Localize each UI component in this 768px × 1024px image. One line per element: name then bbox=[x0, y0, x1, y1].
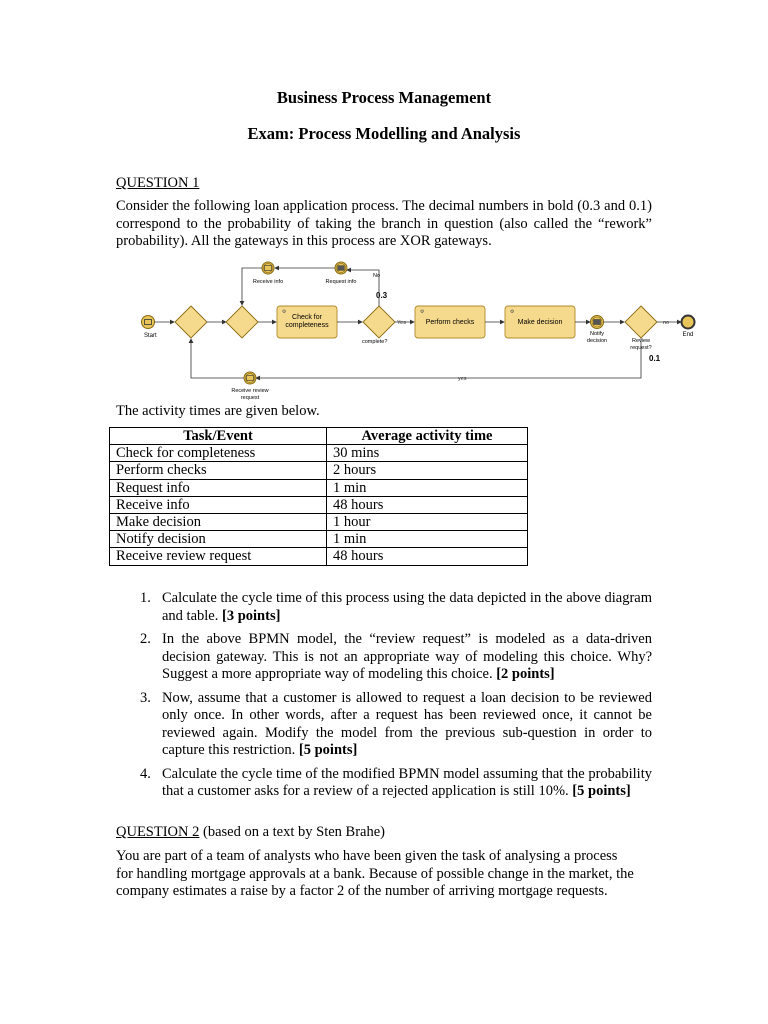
question-1-label: QUESTION 1 bbox=[116, 175, 200, 191]
list-item bbox=[116, 766, 652, 801]
table-row bbox=[110, 496, 528, 513]
bpmn-diagram bbox=[136, 256, 696, 404]
table-cell-task: Receive review request bbox=[110, 548, 327, 565]
table-header-time: Average activity time bbox=[327, 428, 528, 445]
end-event bbox=[682, 316, 695, 339]
table-cell-time: 48 hours bbox=[327, 496, 528, 513]
task-icon: ⚙ bbox=[510, 309, 515, 315]
table-cell-time: 30 mins bbox=[327, 445, 528, 462]
task-icon: ⚙ bbox=[282, 309, 287, 315]
receive-review-label-line-2: request bbox=[240, 395, 260, 401]
subquestion-number: 4. bbox=[140, 765, 151, 782]
table-cell-task: Check for completeness bbox=[110, 445, 327, 462]
table-row bbox=[110, 445, 528, 462]
receive-review-flow bbox=[191, 339, 244, 378]
table-header-row bbox=[110, 428, 528, 445]
subquestion-number: 3. bbox=[140, 689, 151, 706]
question-2-source: (based on a text by Sten Brahe) bbox=[199, 824, 386, 840]
document-subtitle: Exam: Process Modelling and Analysis bbox=[247, 124, 521, 143]
complete-gateway bbox=[363, 306, 395, 338]
table-row bbox=[110, 531, 528, 548]
start-event bbox=[142, 316, 158, 340]
table-row bbox=[110, 479, 528, 496]
request-info-event bbox=[326, 262, 357, 285]
subquestion-number: 1. bbox=[140, 590, 151, 606]
table-cell-time: 2 hours bbox=[327, 462, 528, 479]
task-make-decision bbox=[505, 306, 575, 338]
receive-review-label-line-1: Receive review bbox=[231, 388, 269, 394]
question-1-heading bbox=[116, 175, 199, 192]
merge-gateway-2 bbox=[226, 306, 258, 338]
check-label-line-2: completeness bbox=[285, 322, 329, 329]
table-cell-task: Request info bbox=[110, 479, 327, 496]
subquestion-points: [5 points] bbox=[298, 742, 358, 758]
end-label: End bbox=[682, 332, 694, 338]
subquestion-points: [2 points] bbox=[496, 666, 555, 682]
review-loop-flow bbox=[256, 338, 641, 378]
document-title: Business Process Management bbox=[276, 88, 492, 107]
probability-0-3: 0.3 bbox=[376, 291, 388, 300]
table-cell-task: Make decision bbox=[110, 513, 327, 530]
subquestion-text: Now, assume that a customer is allowed to request a loan decision to be reviewed only once. In other words, after a request has been reviewed once, it cannot be reviewed again. Modify the model from the previous sub-question in order to capture this restriction. bbox=[162, 689, 652, 758]
table-cell-time: 1 hour bbox=[327, 513, 528, 530]
table-row bbox=[110, 548, 528, 565]
question-1-intro: Consider the following loan application process. The decimal numbers in bold (0.3 and 0.1) correspond to the probability of taking the branch in question (also called the “rework” probability). All the gateways in this process are XOR gateways. bbox=[116, 198, 652, 249]
table-header-task: Task/Event bbox=[110, 428, 327, 445]
merge-gateway-1 bbox=[175, 306, 207, 338]
subquestion-points: [5 points] bbox=[572, 783, 631, 799]
list-item bbox=[116, 690, 652, 760]
subquestion-text: Calculate the cycle time of this process using the data depicted in the above diagram and table. bbox=[162, 590, 652, 624]
list-item bbox=[116, 590, 652, 625]
subquestion-text: In the above BPMN model, the “review request” is modeled as a data-driven decision gateway. This is not an appropriate way of modeling this choice. Why? Suggest a more appropriate way of modeling this choice. bbox=[162, 631, 652, 682]
table-cell-time: 48 hours bbox=[327, 548, 528, 565]
notify-decision-event bbox=[587, 316, 607, 345]
review-request-gateway bbox=[625, 306, 657, 338]
no-label-rework: No bbox=[373, 273, 381, 279]
start-label: Start bbox=[144, 333, 157, 339]
receive-info-label: Receive info bbox=[252, 279, 284, 285]
no-label-end: no bbox=[663, 320, 670, 326]
table-row bbox=[110, 513, 528, 530]
review-label-line-1: Review bbox=[631, 338, 651, 344]
subquestion-text: Calculate the cycle time of the modified BPMN model assuming that the probability that a customer asks for a review of a rejected application is still 10%. bbox=[162, 765, 652, 799]
complete-gateway-label: complete? bbox=[362, 339, 388, 345]
table-row bbox=[110, 462, 528, 479]
table-cell-task: Perform checks bbox=[110, 462, 327, 479]
question-2-heading bbox=[116, 824, 385, 841]
subquestion-points: [3 points] bbox=[222, 607, 281, 624]
yes-label-loop: yes bbox=[458, 376, 467, 382]
activity-times-table bbox=[109, 427, 528, 566]
table-cell-task: Notify decision bbox=[110, 531, 327, 548]
question-1-subquestions bbox=[116, 590, 652, 807]
list-item bbox=[116, 631, 652, 684]
request-info-label: Request info bbox=[325, 279, 357, 285]
question-2-text: You are part of a team of analysts who have been given the task of analysing a process for handling mortgage approvals at a bank. Because of possible change in the market, the company estimates a raise by a factor 2 of the number of arriving mortgage requests. bbox=[116, 848, 634, 899]
subquestion-number: 2. bbox=[140, 631, 151, 647]
table-cell-time: 1 min bbox=[327, 531, 528, 548]
activity-times-intro: The activity times are given below. bbox=[116, 403, 320, 419]
notify-label-line-1: Notify bbox=[589, 331, 605, 337]
check-label-line-1: Check for bbox=[292, 314, 322, 321]
table-cell-time: 1 min bbox=[327, 479, 528, 496]
review-label-line-2: request? bbox=[630, 345, 652, 351]
notify-label-line-2: decision bbox=[586, 338, 608, 344]
task-check-completeness bbox=[277, 306, 337, 338]
task-icon: ⚙ bbox=[420, 309, 425, 315]
decide-label: Make decision bbox=[517, 319, 563, 326]
receive-info-event bbox=[253, 262, 283, 285]
table-cell-task: Receive info bbox=[110, 496, 327, 513]
probability-0-1: 0.1 bbox=[649, 354, 661, 363]
yes-label: Yes bbox=[397, 320, 406, 326]
receive-review-request-event bbox=[231, 372, 268, 401]
perform-label: Perform checks bbox=[425, 319, 475, 326]
question-2-label: QUESTION 2 bbox=[116, 824, 200, 840]
task-perform-checks bbox=[415, 306, 485, 338]
receive-info-flow bbox=[242, 268, 262, 305]
